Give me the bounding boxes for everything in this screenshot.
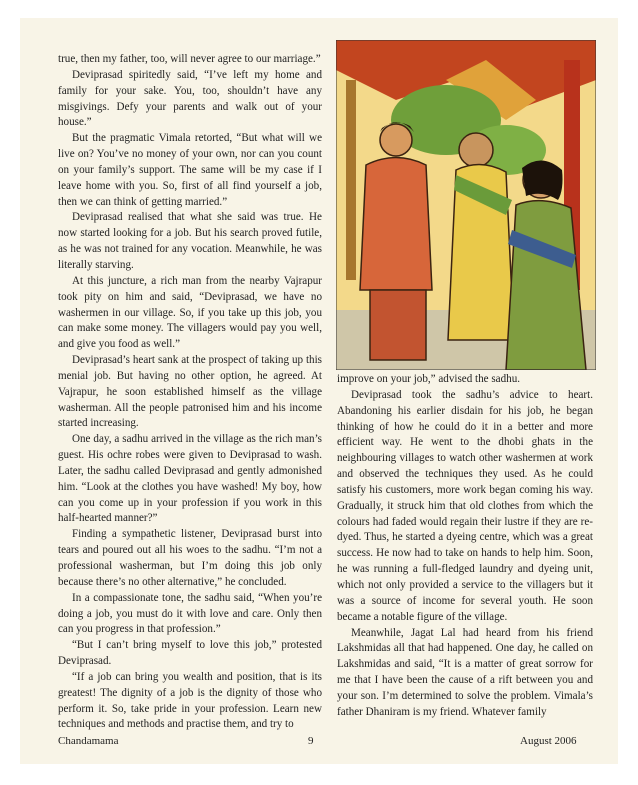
paragraph: Meanwhile, Jagat Lal had heard from his friend Lakshmidas all that had happened. One day, he called on Lakshmidas and said, “It is a matter of great sorrow for me that I have been the cause of a rift between you and your son. I’m determined to solve the problem. Vimala’s father Dhaniram is my friend. Whatever family: [337, 626, 593, 718]
paragraph: Finding a sympathetic listener, Deviprasad burst into tears and poured out all his woes to the sadhu. “I’m not a professional washerman, but I’m doing this job only because there’s no other alternative,” he concluded.: [58, 528, 322, 588]
right-text-column: [337, 372, 593, 721]
man-robe: [360, 158, 432, 291]
paragraph: improve on your job,” advised the sadhu.: [337, 373, 521, 385]
paragraph: Deviprasad took the sadhu’s advice to heart. Abandoning his earlier disdain for his job, he began thinking of how he could do it in a better and more efficient way. He went to the dhobi ghats in the neighbouring villages to watch other washermen at work and observed the techniques they used. As he could satisfy his customers, more work began coming his way. Gradually, it struck him that old clothes from which the colours had faded would regain their lustre if they are re-dyed. Thus, he started a dyeing centre, which was a great success. He now had to take on hands to help him. Soon, he was running a full-fledged laundry and dyeing unit, which not only provided a service to the villagers but it was a source of income for several youth. He soon became a notable figure of the village.: [337, 388, 593, 623]
footer-page-number: 9: [308, 735, 314, 747]
footer-publication: Chandamama: [58, 735, 119, 747]
paragraph: Deviprasad realised that what she said was true. He now started looking for a job. But his search proved futile, as he was not trained for any vocation. Meanwhile, he was literally starving.: [58, 211, 322, 271]
illustration-pillar: [346, 80, 356, 280]
paragraph: “If a job can bring you wealth and position, that is its greatest! The dignity of a job is the dignity of those who perform it. So, take pride in your profession. Learn new techniques and methods and practise them, and try to: [58, 670, 322, 731]
paragraph: But the pragmatic Vimala retorted, “But what will we live on? You’ve no money of your own, nor can you count on your family’s support. The same will be my case if I leave home with you. So, first of all find yourself a job, then we can think of getting married.”: [58, 132, 322, 208]
paragraph: At this juncture, a rich man from the nearby Vajrapur took pity on him and said, “Deviprasad, we have no washermen in our village. So, if you take up this job, you can make some money. The villagers would pay you well, and give you food as well.”: [58, 274, 322, 351]
paragraph: In a compassionate tone, the sadhu said, “When you’re doing a job, you must do it with love and care. Only then can you progress in that profession.”: [58, 591, 322, 636]
woman-head: [459, 133, 493, 167]
story-illustration: [336, 40, 596, 370]
left-text-column: [58, 52, 322, 733]
paragraph: Deviprasad spiritedly said, “I’ve left my home and family for your sake. You, too, shouldn’t have any misgivings. Defy your parents and walk out of your house.”: [58, 68, 322, 129]
paragraph: Deviprasad’s heart sank at the prospect of taking up this menial job. But having no other option, he agreed. At Vajrapur, he soon established himself as the village washerman. All the people patronised him and his income started increasing.: [58, 354, 322, 430]
footer-date: August 2006: [520, 735, 577, 747]
paragraph: true, then my father, too, will never agree to our marriage.”: [58, 53, 321, 65]
man-garment: [370, 290, 426, 360]
paragraph: “But I can’t bring myself to love this job,” protested Deviprasad.: [58, 639, 322, 668]
paragraph: One day, a sadhu arrived in the village as the rich man’s guest. His ochre robes were given to Deviprasad to wash. Later, the sadhu called Deviprasad and gently admonished him. “Look at the clothes you have washed! My boy, how can you come up in your profession if you work in this half-hearted manner?”: [58, 433, 322, 525]
man-head: [380, 124, 412, 156]
